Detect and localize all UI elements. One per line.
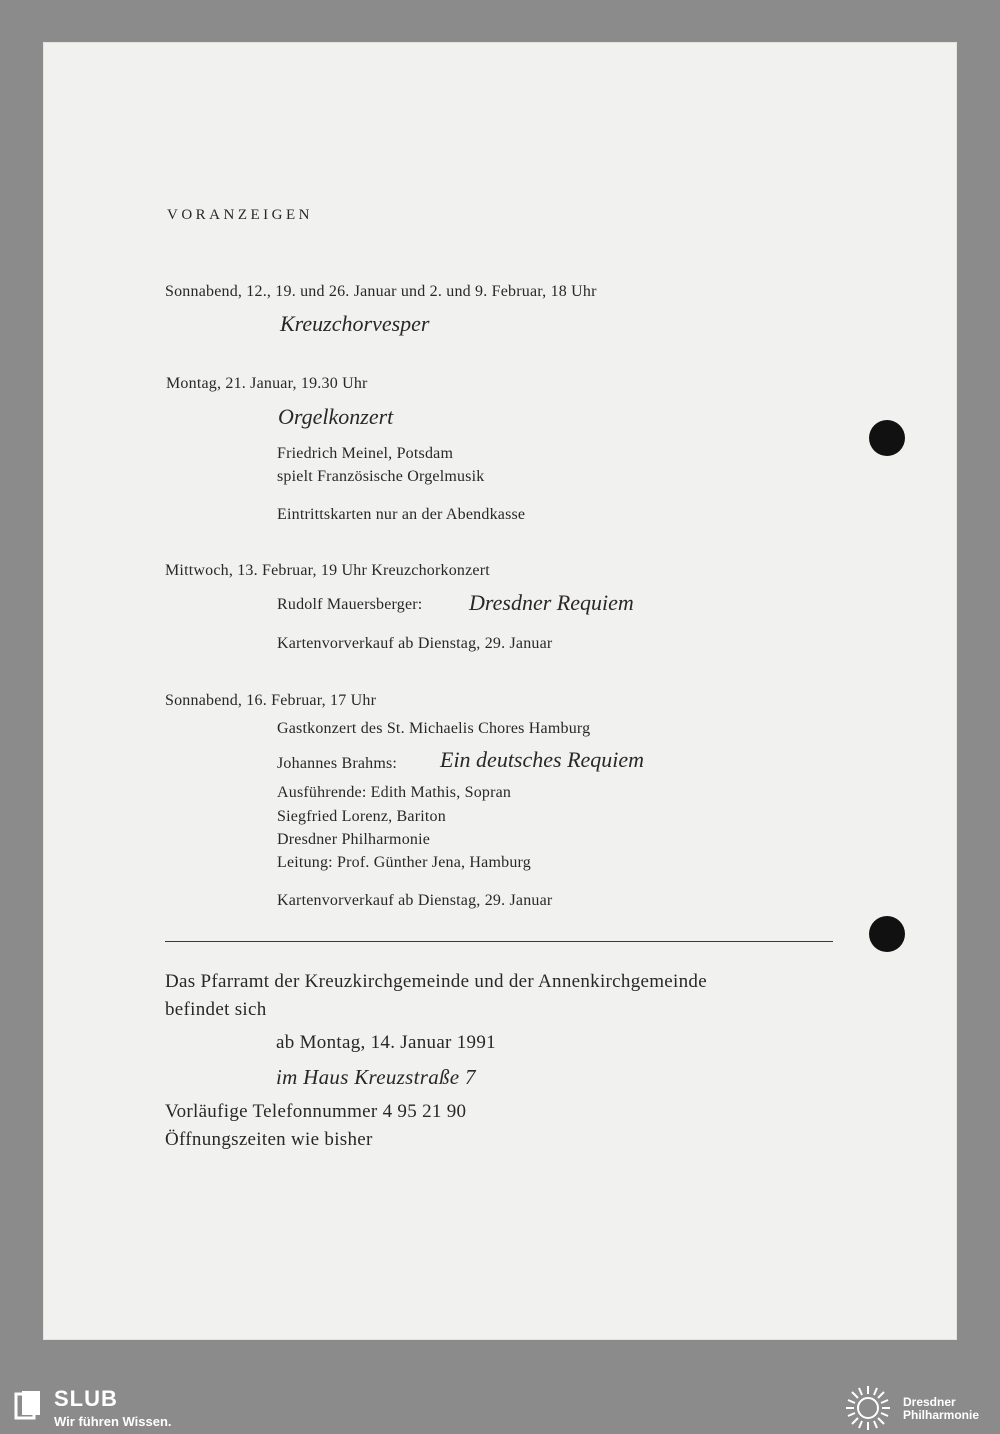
notice-hours: Öffnungszeiten wie bisher xyxy=(165,1129,373,1150)
event-title: Kreuzchorvesper xyxy=(280,311,430,336)
event-work: Ein deutsches Requiem xyxy=(440,747,645,772)
notice-line: befindet sich xyxy=(165,999,267,1020)
event-composer: Johannes Brahms: xyxy=(277,755,398,772)
event-tickets: Eintrittskarten nur an der Abendkasse xyxy=(277,506,526,523)
event-performer: Dresdner Philharmonie xyxy=(277,831,431,848)
notice-place: im Haus Kreuzstraße 7 xyxy=(276,1065,476,1089)
event-performer: Ausführende: Edith Mathis, Sopran xyxy=(277,784,512,801)
event-title: Orgelkonzert xyxy=(278,404,394,429)
event-program: spielt Französische Orgelmusik xyxy=(277,468,485,485)
event-tickets: Kartenvorverkauf ab Dienstag, 29. Januar xyxy=(277,892,553,909)
event-date: Sonnabend, 12., 19. und 26. Januar und 2. und 9. Februar, 18 Uhr xyxy=(165,283,597,300)
event-tickets: Kartenvorverkauf ab Dienstag, 29. Januar xyxy=(277,635,553,652)
event-date: Montag, 21. Januar, 19.30 Uhr xyxy=(166,375,368,392)
notice-date: ab Montag, 14. Januar 1991 xyxy=(276,1032,496,1053)
event-guest: Gastkonzert des St. Michaelis Chores Hamburg xyxy=(277,720,591,737)
punch-hole-top xyxy=(869,420,905,456)
notice-phone: Vorläufige Telefonnummer 4 95 21 90 xyxy=(165,1101,467,1122)
library-name: SLUB xyxy=(54,1386,118,1411)
library-tagline: Wir führen Wissen. xyxy=(54,1414,172,1429)
partner-name-line: Philharmonie xyxy=(903,1408,980,1422)
event-date: Mittwoch, 13. Februar, 19 Uhr Kreuzchorkonzert xyxy=(165,562,490,579)
punch-hole-bottom xyxy=(869,916,905,952)
event-performer: Friedrich Meinel, Potsdam xyxy=(277,445,454,462)
event-composer: Rudolf Mauersberger: xyxy=(277,596,423,613)
page-heading: VORANZEIGEN xyxy=(167,207,313,223)
book-icon xyxy=(14,1390,42,1422)
partner-name-line: Dresdner xyxy=(903,1395,956,1409)
footer-bar xyxy=(0,1382,1000,1434)
partner-name xyxy=(903,1396,979,1422)
event-date: Sonnabend, 16. Februar, 17 Uhr xyxy=(165,692,377,709)
event-work: Dresdner Requiem xyxy=(469,590,634,615)
divider-line xyxy=(165,941,833,942)
sunburst-logo-icon xyxy=(840,1384,896,1432)
event-performer: Siegfried Lorenz, Bariton xyxy=(277,808,446,825)
notice-line: Das Pfarramt der Kreuzkirchgemeinde und der Annenkirchgemeinde xyxy=(165,971,707,992)
event-performer: Leitung: Prof. Günther Jena, Hamburg xyxy=(277,854,531,871)
